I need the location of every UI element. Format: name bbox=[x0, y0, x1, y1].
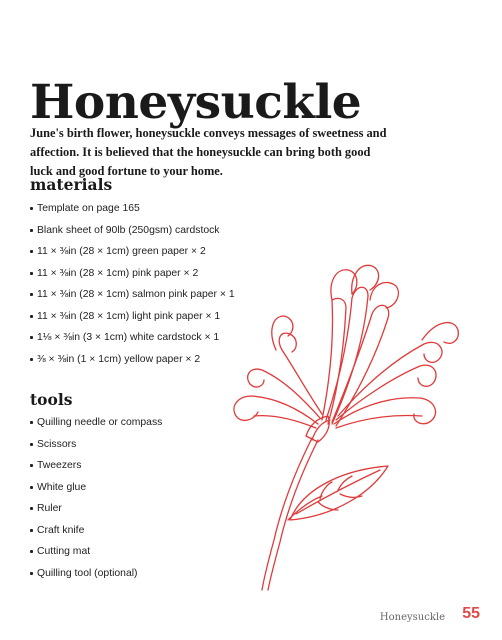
intro-paragraph: June's birth flower, honeysuckle conveys messages of sweetness and affection. It is believed that the honeysuckle can bring both good luck and good fortune to your home. bbox=[30, 126, 387, 179]
list-item: 11 × ⅜in (28 × 1cm) salmon pink paper × 1 bbox=[30, 284, 235, 306]
bullet-icon bbox=[30, 464, 33, 467]
list-item: Cutting mat bbox=[30, 541, 162, 563]
list-item: 11 × ⅜in (28 × 1cm) pink paper × 2 bbox=[30, 263, 235, 285]
bullet-icon bbox=[30, 421, 33, 424]
list-item: Scissors bbox=[30, 434, 162, 456]
bullet-icon bbox=[30, 315, 33, 318]
bullet-icon bbox=[30, 207, 33, 210]
list-item: 11 × ⅜in (28 × 1cm) green paper × 2 bbox=[30, 241, 235, 263]
bullet-icon bbox=[30, 486, 33, 489]
bullet-icon bbox=[30, 572, 33, 575]
materials-list bbox=[30, 198, 235, 370]
list-item: Template on page 165 bbox=[30, 198, 235, 220]
footer-chapter-label: Honeysuckle bbox=[379, 612, 445, 623]
bullet-icon bbox=[30, 293, 33, 296]
bullet-icon bbox=[30, 272, 33, 275]
list-item: Quilling tool (optional) bbox=[30, 563, 162, 585]
list-item: ⅜ × ⅜in (1 × 1cm) yellow paper × 2 bbox=[30, 349, 235, 371]
list-item: Tweezers bbox=[30, 455, 162, 477]
bullet-icon bbox=[30, 550, 33, 553]
materials-heading: materials bbox=[30, 175, 113, 194]
page-title: Honeysuckle bbox=[30, 75, 362, 131]
list-item: 11 × ⅜in (28 × 1cm) light pink paper × 1 bbox=[30, 306, 235, 328]
list-item: 1⅛ × ⅜in (3 × 1cm) white cardstock × 1 bbox=[30, 327, 235, 349]
list-item: Ruler bbox=[30, 498, 162, 520]
tools-list bbox=[30, 412, 162, 584]
bullet-icon bbox=[30, 358, 33, 361]
list-item: White glue bbox=[30, 477, 162, 499]
bullet-icon bbox=[30, 229, 33, 232]
bullet-icon bbox=[30, 443, 33, 446]
bullet-icon bbox=[30, 250, 33, 253]
honeysuckle-flower-icon bbox=[218, 232, 498, 592]
list-item: Craft knife bbox=[30, 520, 162, 542]
list-item: Blank sheet of 90lb (250gsm) cardstock bbox=[30, 220, 235, 242]
bullet-icon bbox=[30, 529, 33, 532]
page-number: 55 bbox=[462, 605, 480, 622]
bullet-icon bbox=[30, 336, 33, 339]
list-item: Quilling needle or compass bbox=[30, 412, 162, 434]
tools-heading: tools bbox=[30, 390, 73, 409]
bullet-icon bbox=[30, 507, 33, 510]
